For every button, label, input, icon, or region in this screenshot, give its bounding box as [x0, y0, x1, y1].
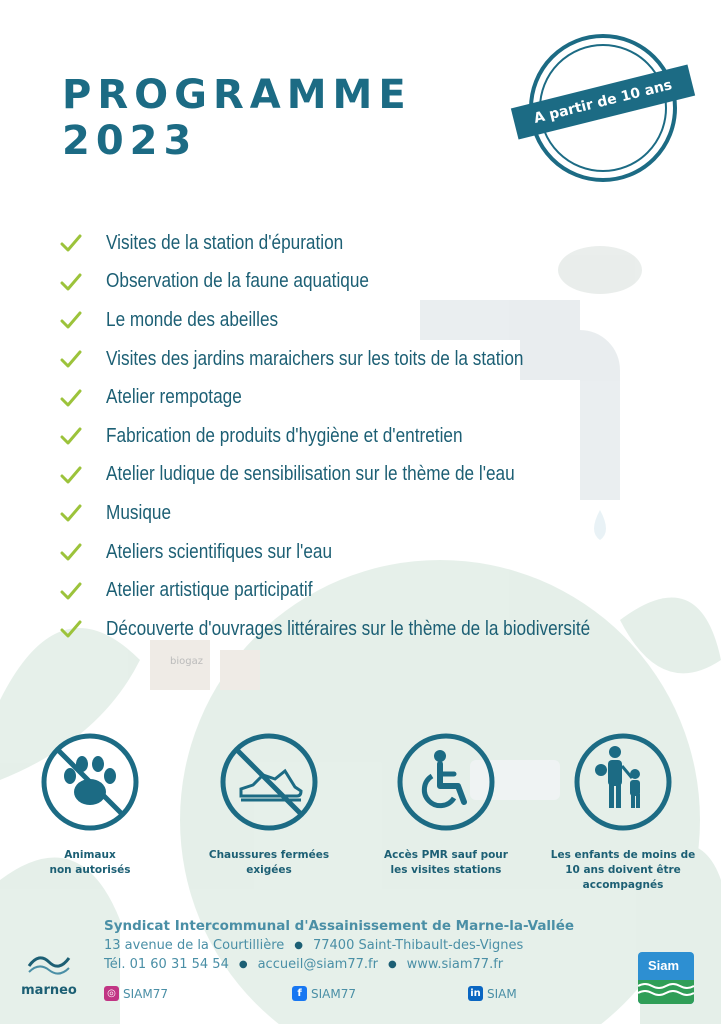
programme-item — [60, 533, 669, 572]
city-address: 77400 Saint-Thibault-des-Vignes — [312, 938, 524, 953]
programme-item-label: Découverte d'ouvrages littéraires sur le thème de la biodiversité — [106, 617, 591, 640]
website-link[interactable]: www.siam77.fr — [406, 957, 504, 972]
title-line-1: PROGRAMME — [62, 72, 412, 118]
instagram-icon: ◎ — [104, 986, 119, 1001]
street-address: 13 avenue de la Courtillière — [104, 938, 285, 953]
programme-item — [60, 224, 669, 263]
programme-item-label: Observation de la faune aquatique — [106, 270, 369, 293]
rule-caption: Chaussures fermées exigées — [208, 849, 330, 876]
programme-item-label: Atelier rempotage — [106, 386, 242, 409]
checkmark-icon — [60, 271, 82, 293]
facebook-link[interactable] — [292, 986, 356, 1001]
marneo-logo-text: marneo — [21, 983, 77, 998]
rule-caption: Animaux non autorisés — [49, 849, 131, 876]
rule-closed-shoes — [189, 730, 349, 878]
phone-number[interactable]: Tél. 01 60 31 54 54 — [104, 957, 229, 972]
age-stamp-text: A partir de 10 ans — [511, 64, 695, 139]
organization-name: Syndicat Intercommunal d'Assainissement de Marne-la-Vallée — [104, 918, 575, 934]
checkmark-icon — [60, 309, 82, 331]
siam-logo-text: Siam — [648, 958, 680, 973]
contact-footer — [104, 918, 574, 972]
programme-item — [60, 494, 669, 533]
address-line — [104, 938, 574, 953]
checkmark-icon — [60, 618, 82, 640]
rule-caption: Accès PMR sauf pour les visites stations — [384, 849, 508, 876]
checkmark-icon — [60, 541, 82, 563]
no-sandals-icon — [217, 730, 321, 834]
programme-item-label: Visites des jardins maraichers sur les toits de la station — [106, 347, 524, 370]
programme-item — [60, 378, 669, 417]
checkmark-icon — [60, 348, 82, 370]
checkmark-icon — [60, 502, 82, 524]
linkedin-link[interactable] — [468, 986, 517, 1001]
programme-item-label: Fabrication de produits d'hygiène et d'entretien — [106, 424, 463, 447]
wave-icon — [25, 952, 73, 978]
separator-dot: ● — [387, 959, 397, 970]
rule-caption: Les enfants de moins de 10 ans doivent être accompagnés — [550, 849, 696, 891]
page-title — [62, 72, 412, 164]
programme-item-label: Atelier ludique de sensibilisation sur le thème de l'eau — [106, 463, 515, 486]
checkmark-icon — [60, 387, 82, 409]
programme-item — [60, 610, 669, 649]
siam-logo — [638, 952, 694, 1004]
linkedin-icon: in — [468, 986, 483, 1001]
linkedin-handle: SIAM — [487, 986, 517, 1001]
programme-item-label: Le monde des abeilles — [106, 308, 279, 331]
email-link[interactable]: accueil@siam77.fr — [257, 957, 378, 972]
rule-children — [543, 730, 703, 893]
programme-list — [60, 224, 669, 649]
separator-dot: ● — [238, 959, 248, 970]
instagram-handle: SIAM77 — [123, 986, 168, 1001]
programme-item — [60, 456, 669, 495]
programme-item — [60, 301, 669, 340]
siam-waves-icon — [638, 952, 694, 1004]
instagram-link[interactable] — [104, 986, 168, 1001]
facebook-handle: SIAM77 — [311, 986, 356, 1001]
rule-accessibility — [366, 730, 526, 878]
programme-item-label: Visites de la station d'épuration — [106, 231, 344, 254]
checkmark-icon — [60, 232, 82, 254]
wheelchair-icon — [394, 730, 498, 834]
marneo-logo — [14, 952, 84, 998]
checkmark-icon — [60, 425, 82, 447]
background-sign: biogaz — [170, 656, 203, 667]
programme-item — [60, 571, 669, 610]
contact-line — [104, 957, 574, 972]
rule-no-animals — [10, 730, 170, 878]
programme-item-label: Atelier artistique participatif — [106, 579, 313, 602]
programme-item — [60, 263, 669, 302]
checkmark-icon — [60, 464, 82, 486]
separator-dot: ● — [294, 940, 303, 951]
programme-item — [60, 340, 669, 379]
programme-item-label: Ateliers scientifiques sur l'eau — [106, 540, 333, 563]
no-animals-icon — [38, 730, 142, 834]
facebook-icon: f — [292, 986, 307, 1001]
title-line-2: 2023 — [62, 118, 198, 164]
adult-child-icon — [571, 730, 675, 834]
programme-item-label: Musique — [106, 501, 172, 524]
programme-item — [60, 417, 669, 456]
checkmark-icon — [60, 580, 82, 602]
